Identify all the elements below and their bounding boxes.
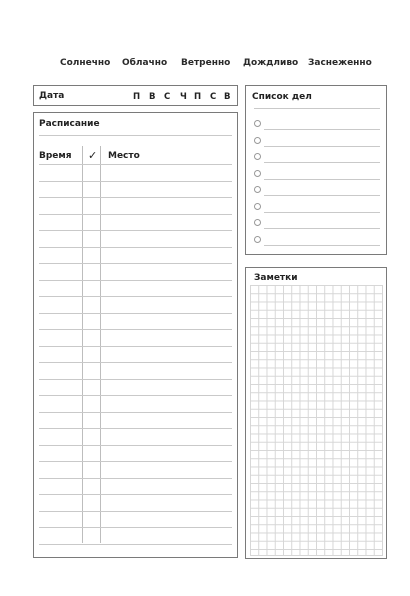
weather-rainy[interactable]: Дождливо bbox=[243, 58, 299, 68]
schedule-row-line[interactable] bbox=[39, 511, 232, 512]
day-thu[interactable]: Ч bbox=[180, 92, 187, 102]
todo-list-item[interactable] bbox=[254, 201, 380, 213]
column-divider-2 bbox=[100, 146, 101, 543]
todo-list-item[interactable] bbox=[254, 217, 380, 229]
column-divider-1 bbox=[82, 146, 83, 543]
todo-item-line bbox=[264, 179, 380, 180]
schedule-row-line[interactable] bbox=[39, 478, 232, 479]
day-sat[interactable]: С bbox=[210, 92, 217, 102]
schedule-row-line[interactable] bbox=[39, 527, 232, 528]
schedule-title: Расписание bbox=[39, 119, 100, 129]
checkbox-circle-icon[interactable] bbox=[254, 186, 261, 193]
checkbox-circle-icon[interactable] bbox=[254, 203, 261, 210]
schedule-row-line[interactable] bbox=[39, 362, 232, 363]
schedule-row-line[interactable] bbox=[39, 494, 232, 495]
checkbox-circle-icon[interactable] bbox=[254, 120, 261, 127]
schedule-row-line[interactable] bbox=[39, 428, 232, 429]
schedule-title-line bbox=[39, 135, 232, 136]
checkbox-circle-icon[interactable] bbox=[254, 137, 261, 144]
date-box bbox=[33, 85, 238, 106]
column-place-header: Место bbox=[108, 151, 140, 161]
notes-title: Заметки bbox=[254, 273, 298, 283]
schedule-row-line[interactable] bbox=[39, 313, 232, 314]
notes-box bbox=[245, 267, 387, 559]
schedule-row-line[interactable] bbox=[39, 379, 232, 380]
checkbox-circle-icon[interactable] bbox=[254, 219, 261, 226]
column-check-header: ✓ bbox=[88, 149, 98, 162]
schedule-row-line[interactable] bbox=[39, 230, 232, 231]
todo-list-item[interactable] bbox=[254, 151, 380, 163]
schedule-row-line[interactable] bbox=[39, 263, 232, 264]
checkbox-circle-icon[interactable] bbox=[254, 153, 261, 160]
weather-windy[interactable]: Ветренно bbox=[181, 58, 231, 68]
checkbox-circle-icon[interactable] bbox=[254, 170, 261, 177]
weather-options bbox=[0, 58, 410, 70]
date-label: Дата bbox=[39, 91, 65, 101]
notes-grid[interactable] bbox=[250, 285, 383, 556]
todo-list-item[interactable] bbox=[254, 234, 380, 246]
weather-sunny[interactable]: Солнечно bbox=[60, 58, 111, 68]
todo-list-item[interactable] bbox=[254, 135, 380, 147]
todo-item-line bbox=[264, 129, 380, 130]
todo-title-line bbox=[254, 108, 380, 109]
day-fri[interactable]: П bbox=[194, 92, 202, 102]
schedule-row-line[interactable] bbox=[39, 412, 232, 413]
schedule-row-line[interactable] bbox=[39, 445, 232, 446]
day-wed[interactable]: С bbox=[164, 92, 171, 102]
schedule-row-line[interactable] bbox=[39, 247, 232, 248]
schedule-row-line[interactable] bbox=[39, 214, 232, 215]
checkbox-circle-icon[interactable] bbox=[254, 236, 261, 243]
schedule-row-line[interactable] bbox=[39, 164, 232, 165]
day-mon[interactable]: П bbox=[133, 92, 141, 102]
todo-item-line bbox=[264, 245, 380, 246]
schedule-box bbox=[33, 112, 238, 558]
todo-item-line bbox=[264, 162, 380, 163]
todo-title: Список дел bbox=[252, 92, 312, 102]
column-time-header: Время bbox=[39, 151, 72, 161]
todo-list-item[interactable] bbox=[254, 118, 380, 130]
todo-item-line bbox=[264, 195, 380, 196]
schedule-row-line[interactable] bbox=[39, 544, 232, 545]
todo-item-line bbox=[264, 212, 380, 213]
day-sun[interactable]: В bbox=[224, 92, 231, 102]
schedule-row-line[interactable] bbox=[39, 181, 232, 182]
schedule-row-line[interactable] bbox=[39, 296, 232, 297]
day-tue[interactable]: В bbox=[149, 92, 156, 102]
schedule-row-line[interactable] bbox=[39, 346, 232, 347]
todo-item-line bbox=[264, 146, 380, 147]
schedule-row-line[interactable] bbox=[39, 329, 232, 330]
todo-list-item[interactable] bbox=[254, 168, 380, 180]
weather-snowy[interactable]: Заснеженно bbox=[308, 58, 372, 68]
todo-item-line bbox=[264, 228, 380, 229]
schedule-row-line[interactable] bbox=[39, 197, 232, 198]
todo-box bbox=[245, 85, 387, 255]
schedule-row-line[interactable] bbox=[39, 280, 232, 281]
weather-cloudy[interactable]: Облачно bbox=[122, 58, 168, 68]
todo-list-item[interactable] bbox=[254, 184, 380, 196]
schedule-row-line[interactable] bbox=[39, 461, 232, 462]
schedule-row-line[interactable] bbox=[39, 395, 232, 396]
